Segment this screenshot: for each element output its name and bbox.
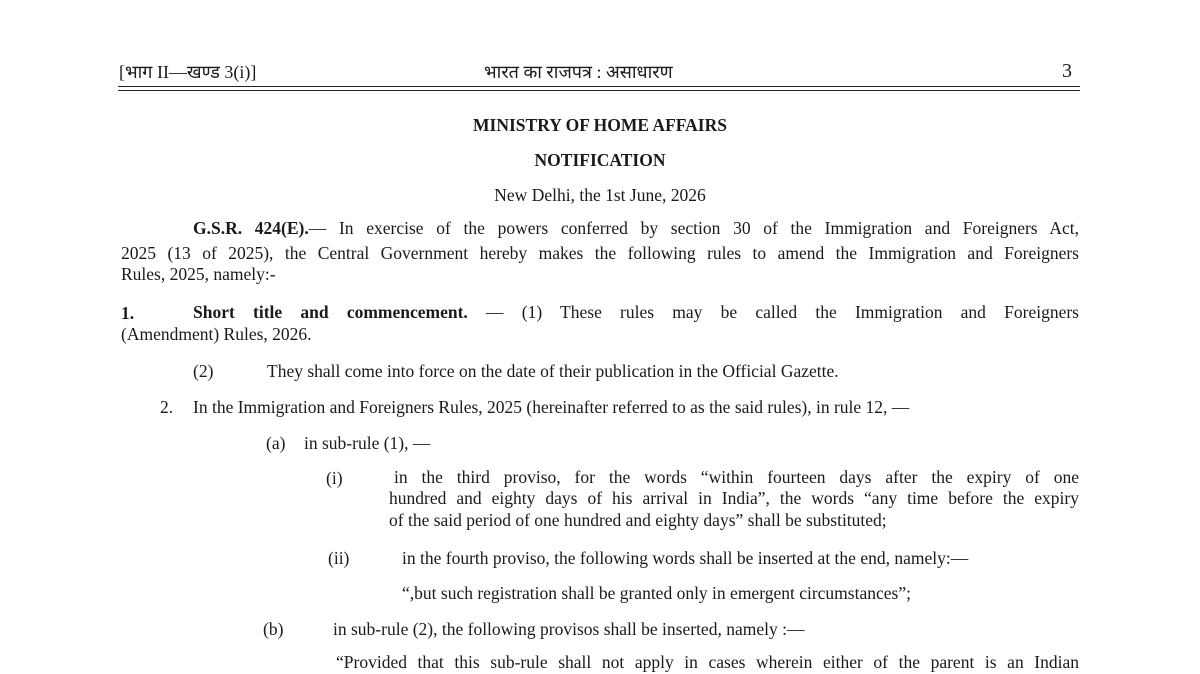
item-ii-label: (ii) xyxy=(328,548,350,568)
preamble-line-2: 2025 (13 of 2025), the Central Government hereby makes the following rules to amend the Immigration and Foreigners xyxy=(121,243,1079,263)
proviso-line: “Provided that this sub-rule shall not apply in cases wherein either of the parent is an Indian xyxy=(336,652,1079,672)
item-ii-quote: “,but such registration shall be granted only in emergent circumstances”; xyxy=(402,583,911,603)
rule-1-text: — (1) These rules may be called the Immigration and Foreigners xyxy=(486,302,1079,322)
rule-1-title: Short title and commencement. xyxy=(193,302,468,322)
clause-b-text: in sub-rule (2), the following provisos shall be inserted, namely :— xyxy=(333,619,805,639)
rule-1-number: 1. xyxy=(121,303,135,323)
rule-2-text: In the Immigration and Foreigners Rules, 2025 (hereinafter referred to as the said rules), in rule 12, — xyxy=(193,397,910,417)
header-part-section: [भाग II—खण्ड 3(i)] xyxy=(119,62,257,82)
preamble-line-1-text: — In exercise of the powers conferred by section 30 of the Immigration and Foreigners Act, xyxy=(308,218,1079,238)
item-ii-text: in the fourth proviso, the following words shall be inserted at the end, namely:— xyxy=(402,548,969,568)
rule-2-number: 2. xyxy=(160,397,174,417)
page-number: 3 xyxy=(1062,60,1072,82)
clause-a-label: (a) xyxy=(266,433,286,453)
header-gazette-title: भारत का राजपत्र : असाधारण xyxy=(484,62,673,82)
item-i-line-3: of the said period of one hundred and eighty days” shall be substituted; xyxy=(389,510,887,530)
item-i-line-2: hundred and eighty days of his arrival in India”, the words “any time before the expiry xyxy=(389,488,1079,508)
rule-1-sub-2-label: (2) xyxy=(193,361,214,381)
item-i-line-1: in the third proviso, for the words “within fourteen days after the expiry of one xyxy=(394,467,1079,487)
clause-b-label: (b) xyxy=(263,619,284,639)
header-rule-thick xyxy=(118,86,1080,87)
ministry-heading: MINISTRY OF HOME AFFAIRS xyxy=(473,115,727,135)
preamble-line-3: Rules, 2025, namely:- xyxy=(121,264,276,284)
place-date: New Delhi, the 1st June, 2026 xyxy=(494,185,706,205)
clause-a-text: in sub-rule (1), — xyxy=(304,433,431,453)
item-i-label: (i) xyxy=(326,468,343,488)
notification-heading: NOTIFICATION xyxy=(534,150,666,170)
rule-1-line-2: (Amendment) Rules, 2026. xyxy=(121,324,312,344)
gsr-number: G.S.R. 424(E). xyxy=(193,218,309,238)
header-rule-thin xyxy=(118,90,1080,91)
rule-1-sub-2-text: They shall come into force on the date of their publication in the Official Gazette. xyxy=(267,361,839,381)
preamble-line-1 xyxy=(193,218,1079,239)
rule-1-line-1 xyxy=(193,302,1079,323)
